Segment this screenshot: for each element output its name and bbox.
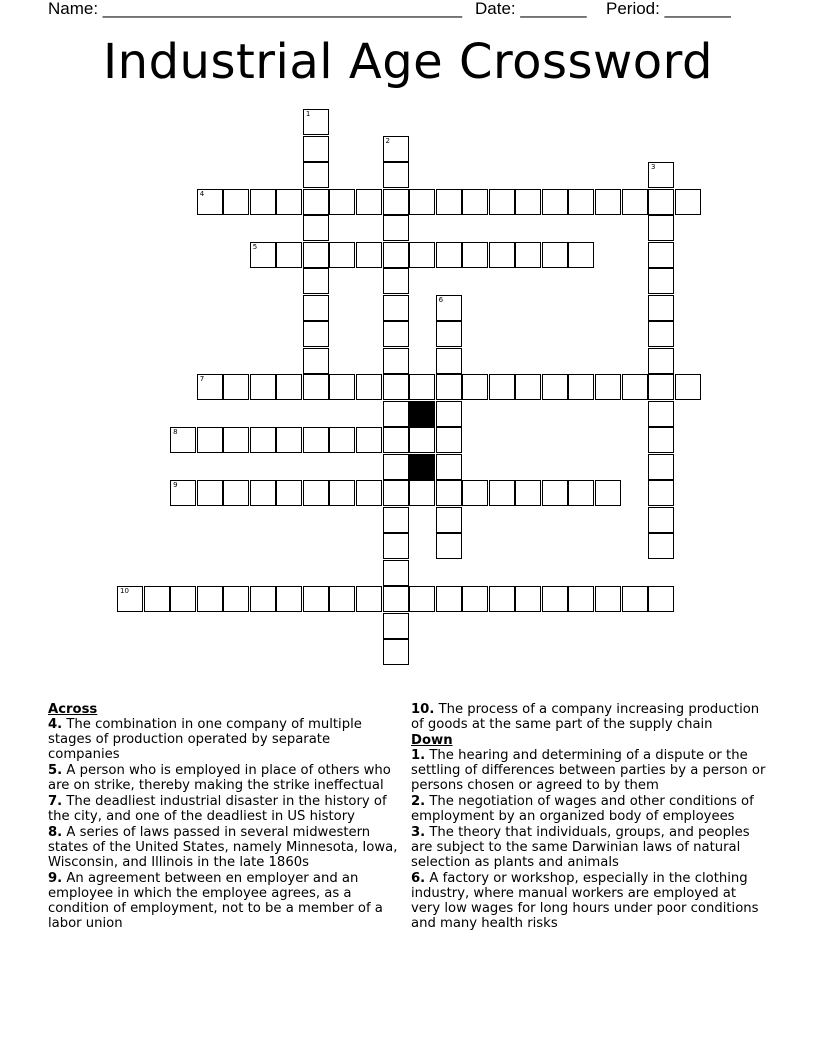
across-clue-list xyxy=(48,717,398,931)
grid-cell[interactable] xyxy=(648,507,674,533)
grid-cell[interactable] xyxy=(356,374,382,400)
grid-cell[interactable] xyxy=(223,189,249,215)
grid-cell[interactable] xyxy=(622,374,648,400)
grid-cell[interactable] xyxy=(303,215,329,241)
grid-cell[interactable] xyxy=(622,189,648,215)
grid-cell[interactable] xyxy=(648,321,674,347)
grid-cell[interactable] xyxy=(383,560,409,586)
grid-cell[interactable] xyxy=(250,480,276,506)
grid-cell[interactable] xyxy=(436,374,462,400)
clue xyxy=(411,748,766,793)
clue xyxy=(411,702,766,732)
clue xyxy=(48,871,398,931)
grid-cell[interactable] xyxy=(436,401,462,427)
grid-cell[interactable] xyxy=(383,427,409,453)
grid-cell[interactable] xyxy=(276,427,302,453)
clue-text: The theory that individuals, groups, and peoples are subject to the same Darwinian laws of natural selection as plants and animals xyxy=(411,825,750,870)
grid-cell[interactable] xyxy=(383,215,409,241)
grid-cell[interactable] xyxy=(383,348,409,374)
grid-cell[interactable] xyxy=(436,586,462,612)
clue-number-label: 7. xyxy=(48,794,63,809)
grid-cell[interactable] xyxy=(675,374,701,400)
clue-text: The process of a company increasing production of goods at the same part of the supply chain xyxy=(411,702,760,732)
grid-cell[interactable] xyxy=(595,189,621,215)
clue-number-label: 5. xyxy=(48,763,63,778)
clue-number: 3 xyxy=(651,163,656,171)
grid-cell[interactable] xyxy=(276,374,302,400)
grid-cell[interactable] xyxy=(648,348,674,374)
grid-cell[interactable] xyxy=(329,586,355,612)
grid-cell[interactable] xyxy=(436,427,462,453)
grid-cell[interactable] xyxy=(515,480,541,506)
grid-cell[interactable] xyxy=(409,586,435,612)
clue-number-label: 3. xyxy=(411,825,426,840)
grid-cell[interactable] xyxy=(568,374,594,400)
grid-cell[interactable] xyxy=(595,480,621,506)
grid-cell[interactable] xyxy=(276,480,302,506)
grid-cell[interactable] xyxy=(436,189,462,215)
grid-cell[interactable] xyxy=(197,427,223,453)
grid-cell[interactable] xyxy=(356,586,382,612)
grid-cell[interactable] xyxy=(329,189,355,215)
clue-text: A factory or workshop, especially in the clothing industry, where manual workers are employed at very low wages for long hours under poor conditions and many health risks xyxy=(411,871,759,931)
grid-cell[interactable] xyxy=(436,321,462,347)
grid-cell[interactable] xyxy=(436,533,462,559)
grid-cell[interactable] xyxy=(383,507,409,533)
grid-cell[interactable] xyxy=(489,480,515,506)
grid-cell[interactable] xyxy=(436,242,462,268)
grid-cell[interactable] xyxy=(648,374,674,400)
grid-cell[interactable] xyxy=(303,162,329,188)
grid-cell[interactable] xyxy=(489,242,515,268)
grid-cell[interactable] xyxy=(568,189,594,215)
clue xyxy=(48,825,398,870)
grid-cell[interactable] xyxy=(383,295,409,321)
grid-cell[interactable] xyxy=(250,374,276,400)
grid-cell[interactable] xyxy=(648,162,674,188)
grid-cell[interactable] xyxy=(648,242,674,268)
grid-cell[interactable] xyxy=(223,427,249,453)
clue xyxy=(48,763,398,793)
grid-cell[interactable] xyxy=(383,136,409,162)
grid-cell[interactable] xyxy=(648,480,674,506)
grid-cell[interactable] xyxy=(675,189,701,215)
grid-cell[interactable] xyxy=(303,242,329,268)
black-cell xyxy=(409,401,435,427)
grid-cell[interactable] xyxy=(542,480,568,506)
clue-number-label: 2. xyxy=(411,794,426,809)
grid-cell[interactable] xyxy=(383,480,409,506)
clue-number: 2 xyxy=(385,136,390,145)
grid-cell[interactable] xyxy=(197,586,223,612)
grid-cell[interactable] xyxy=(409,427,435,453)
grid-cell[interactable] xyxy=(436,454,462,480)
grid-cell[interactable] xyxy=(276,189,302,215)
grid-cell[interactable] xyxy=(170,427,196,453)
clue xyxy=(411,825,766,870)
grid-cell[interactable] xyxy=(542,374,568,400)
clue-text: A series of laws passed in several midwestern states of the United States, namely Minnesota, Iowa, Wisconsin, and Illinois in the late 1860s xyxy=(48,825,398,870)
grid-cell[interactable] xyxy=(250,586,276,612)
grid-cell[interactable] xyxy=(303,480,329,506)
grid-cell[interactable] xyxy=(515,242,541,268)
grid-cell[interactable] xyxy=(250,189,276,215)
clue-text: The hearing and determining of a dispute or the settling of differences between parties by a person or persons chosen or agreed to by them xyxy=(411,748,766,793)
grid-cell[interactable] xyxy=(648,427,674,453)
grid-cell[interactable] xyxy=(568,480,594,506)
grid-cell[interactable] xyxy=(648,268,674,294)
grid-cell[interactable] xyxy=(223,480,249,506)
grid-cell[interactable] xyxy=(383,533,409,559)
clue-number-label: 10. xyxy=(411,702,435,717)
clue-text: The negotiation of wages and other conditions of employment by an organized body of employees xyxy=(411,794,754,824)
grid-cell[interactable] xyxy=(303,427,329,453)
clue-text: The combination in one company of multiple stages of production operated by separate companies xyxy=(48,717,362,762)
grid-cell[interactable] xyxy=(197,480,223,506)
grid-cell[interactable] xyxy=(276,242,302,268)
grid-cell[interactable] xyxy=(276,586,302,612)
clue-number-label: 4. xyxy=(48,717,63,732)
grid-cell[interactable] xyxy=(462,480,488,506)
grid-cell[interactable] xyxy=(303,321,329,347)
grid-cell[interactable] xyxy=(170,480,196,506)
grid-cell[interactable] xyxy=(515,374,541,400)
grid-cell[interactable] xyxy=(303,136,329,162)
clues-left-column xyxy=(48,702,398,932)
grid-cell[interactable] xyxy=(409,480,435,506)
grid-cell[interactable] xyxy=(250,242,276,268)
down-clue-list xyxy=(411,748,766,931)
grid-cell[interactable] xyxy=(329,427,355,453)
grid-cell[interactable] xyxy=(383,613,409,639)
grid-cell[interactable] xyxy=(489,586,515,612)
name-field[interactable]: Name: ______________________________________ xyxy=(48,0,463,18)
across-heading: Across xyxy=(48,702,98,717)
grid-cell[interactable] xyxy=(489,374,515,400)
grid-cell[interactable] xyxy=(383,374,409,400)
clue xyxy=(48,717,398,762)
grid-cell[interactable] xyxy=(356,427,382,453)
grid-cell[interactable] xyxy=(383,189,409,215)
clue-number-label: 6. xyxy=(411,871,426,886)
grid-cell[interactable] xyxy=(622,586,648,612)
grid-cell[interactable] xyxy=(223,586,249,612)
grid-cell[interactable] xyxy=(462,586,488,612)
grid-cell[interactable] xyxy=(356,189,382,215)
clue xyxy=(411,871,766,931)
grid-cell[interactable] xyxy=(409,374,435,400)
clue-text: A person who is employed in place of others who are on strike, thereby making the strike ineffectual xyxy=(48,763,391,793)
grid-cell[interactable] xyxy=(436,295,462,321)
grid-cell[interactable] xyxy=(542,586,568,612)
grid-cell[interactable] xyxy=(568,586,594,612)
grid-cell[interactable] xyxy=(223,374,249,400)
clue-text: The deadliest industrial disaster in the history of the city, and one of the deadliest in US history xyxy=(48,794,387,824)
period-field[interactable]: Period: _______ xyxy=(606,0,731,18)
grid-cell[interactable] xyxy=(648,215,674,241)
grid-cell[interactable] xyxy=(462,242,488,268)
grid-cell[interactable] xyxy=(329,242,355,268)
grid-cell[interactable] xyxy=(648,295,674,321)
grid-cell[interactable] xyxy=(170,586,196,612)
grid-cell[interactable] xyxy=(303,348,329,374)
across-clue-list-continued xyxy=(411,702,766,732)
grid-cell[interactable] xyxy=(383,242,409,268)
grid-cell[interactable] xyxy=(409,189,435,215)
grid-cell[interactable] xyxy=(383,401,409,427)
grid-cell[interactable] xyxy=(383,162,409,188)
clue-number: 7 xyxy=(199,375,205,383)
grid-cell[interactable] xyxy=(303,268,329,294)
grid-cell[interactable] xyxy=(595,374,621,400)
grid-cell[interactable] xyxy=(436,507,462,533)
grid-cell[interactable] xyxy=(356,480,382,506)
grid-cell[interactable] xyxy=(329,374,355,400)
grid-cell[interactable] xyxy=(462,374,488,400)
grid-cell[interactable] xyxy=(436,348,462,374)
grid-cell[interactable] xyxy=(648,189,674,215)
grid-cell[interactable] xyxy=(356,242,382,268)
grid-cell[interactable] xyxy=(568,242,594,268)
grid-cell[interactable] xyxy=(303,295,329,321)
grid-cell[interactable] xyxy=(515,586,541,612)
grid-cell[interactable] xyxy=(409,242,435,268)
grid-cell[interactable] xyxy=(197,374,223,400)
grid-cell[interactable] xyxy=(383,321,409,347)
grid-cell[interactable] xyxy=(648,533,674,559)
grid-cell[interactable] xyxy=(144,586,170,612)
clue-text: An agreement between en employer and an employee in which the employee agrees, as a condition of employment, not to be a member of a labor union xyxy=(48,871,383,931)
grid-cell[interactable] xyxy=(383,268,409,294)
grid-cell[interactable] xyxy=(436,480,462,506)
clue-number-label: 8. xyxy=(48,825,63,840)
clue xyxy=(48,794,398,824)
down-heading: Down xyxy=(411,733,453,748)
clue-number-label: 1. xyxy=(411,748,426,763)
clue-number: 6 xyxy=(438,295,444,304)
grid-cell[interactable] xyxy=(303,586,329,612)
grid-cell[interactable] xyxy=(489,189,515,215)
page-title: Industrial Age Crossword xyxy=(102,34,714,90)
clue-number: 4 xyxy=(199,189,205,198)
grid-cell[interactable] xyxy=(303,374,329,400)
grid-cell[interactable] xyxy=(515,189,541,215)
grid-cell[interactable] xyxy=(383,586,409,612)
grid-cell[interactable] xyxy=(595,586,621,612)
grid-cell[interactable] xyxy=(542,242,568,268)
grid-cell[interactable] xyxy=(648,401,674,427)
grid-cell[interactable] xyxy=(303,109,329,135)
grid-cell[interactable] xyxy=(648,454,674,480)
grid-cell[interactable] xyxy=(250,427,276,453)
grid-cell[interactable] xyxy=(542,189,568,215)
grid-cell[interactable] xyxy=(383,454,409,480)
grid-cell[interactable] xyxy=(197,189,223,215)
grid-cell[interactable] xyxy=(648,586,674,612)
grid-cell[interactable] xyxy=(462,189,488,215)
date-field[interactable]: Date: _______ xyxy=(475,0,587,18)
clue-number: 8 xyxy=(173,428,178,436)
clue-number: 10 xyxy=(120,587,129,595)
clue xyxy=(411,794,766,824)
clue-number: 9 xyxy=(173,481,178,489)
clue-number: 1 xyxy=(305,110,311,118)
black-cell xyxy=(409,454,435,480)
grid-cell[interactable] xyxy=(383,639,409,665)
grid-cell[interactable] xyxy=(117,586,143,612)
clue-number-label: 9. xyxy=(48,871,63,886)
clues-right-column xyxy=(411,702,766,932)
clue-number: 5 xyxy=(252,242,258,251)
grid-cell[interactable] xyxy=(303,189,329,215)
grid-cell[interactable] xyxy=(329,480,355,506)
